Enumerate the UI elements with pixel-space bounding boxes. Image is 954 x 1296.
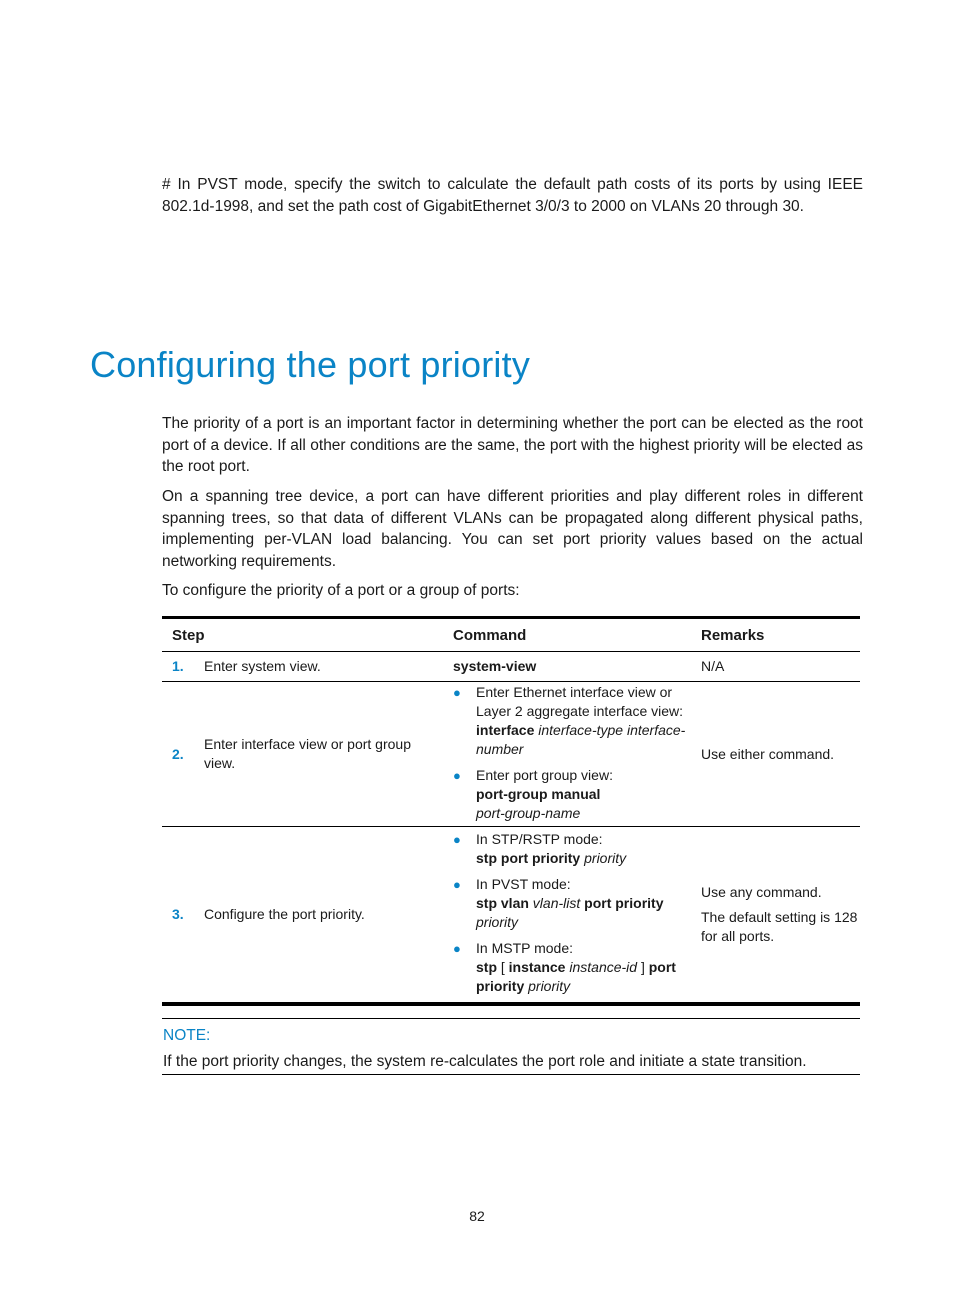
remarks-text: The default setting is 128 for all ports. [701, 909, 858, 944]
command-bracket: [ [500, 959, 505, 975]
command-argument: instance-id [569, 959, 638, 975]
step-number: 2. [172, 745, 184, 762]
bullet-icon: ● [453, 941, 461, 956]
command-keyword: stp vlan [476, 895, 529, 911]
intro-paragraph: # In PVST mode, specify the switch to calculate the default path costs of its ports by using IEEE 802.1d-1998, and set the path cost of GigabitEthernet 3/0/3 to 2000 on VLANs 20 through 30. [162, 176, 863, 215]
table-row [162, 652, 860, 682]
step-text: Enter system view. [204, 658, 321, 674]
command-argument: vlan-list [532, 895, 581, 911]
step-text: Enter interface view or port group view. [204, 736, 411, 771]
page-number: 82 [469, 1208, 485, 1224]
command-bracket: ] [640, 959, 645, 975]
command-keyword: instance [508, 959, 566, 975]
step-number: 1. [172, 658, 184, 674]
bullet-label: Enter Ethernet interface view or Layer 2 aggregate interface view: [476, 683, 684, 719]
command-bullet [453, 830, 693, 868]
bullet-label: In STP/RSTP mode: [476, 831, 603, 847]
command-bullet [453, 766, 693, 823]
remarks-text: Use any command. [701, 884, 822, 900]
bullet-icon: ● [453, 832, 461, 847]
command-keyword: stp [476, 959, 497, 975]
paragraph-2: On a spanning tree device, a port can have different priorities and play different roles in different spanning trees, so that data of different VLANs can be propagated along different physical paths, implementing per-VLAN load balancing. You can set port priority values based on the actual networking requirements. [162, 488, 863, 570]
command-bullet [453, 875, 693, 932]
note-top-rule [162, 1018, 860, 1019]
note-text: If the port priority changes, the system re-calculates the port role and initiate a state transition. [163, 1053, 807, 1070]
note-label: NOTE: [163, 1027, 211, 1044]
command-bullet [453, 939, 693, 996]
command-keyword: port priority [584, 895, 664, 911]
bullet-icon: ● [453, 767, 461, 783]
command-argument: priority [476, 914, 519, 930]
command-keyword: interface [476, 721, 535, 738]
command-keyword: system-view [453, 658, 537, 674]
configuration-table [162, 616, 860, 1006]
header-remarks: Remarks [701, 626, 765, 644]
bullet-icon: ● [453, 684, 461, 700]
remarks-text: Use either command. [701, 745, 835, 762]
paragraph-3: To configure the priority of a port or a group of ports: [162, 582, 520, 599]
command-argument: priority [528, 978, 571, 994]
header-command: Command [453, 626, 527, 644]
step-number: 3. [172, 906, 184, 922]
command-argument: priority [584, 850, 627, 866]
table-row [162, 682, 860, 827]
header-step: Step [172, 626, 205, 644]
section-title: Configuring the port priority [90, 344, 531, 385]
table-row [162, 827, 860, 1003]
command-keyword: stp port priority [476, 850, 581, 866]
command-keyword: port priority [476, 959, 676, 994]
bullet-label: Enter port group view: [476, 766, 613, 783]
bullet-icon: ● [453, 877, 461, 892]
bullet-label: In PVST mode: [476, 876, 571, 892]
table-bottom-rule [162, 1003, 860, 1006]
paragraph-1: The priority of a port is an important factor in determining whether the port can be elected as the root port of a device. If all other conditions are the same, the port with the highest priority will be elected as the root port. [162, 415, 863, 475]
command-keyword: port-group manual [476, 785, 601, 802]
table-header-row [162, 619, 860, 652]
bullet-label: In MSTP mode: [476, 940, 574, 956]
step-text: Configure the port priority. [204, 906, 365, 922]
command-argument: interface-type interface-number [476, 721, 686, 757]
note-bottom-rule [162, 1074, 860, 1075]
remarks-text: N/A [701, 658, 725, 674]
command-argument: port-group-name [476, 804, 581, 821]
command-bullet [453, 683, 693, 759]
